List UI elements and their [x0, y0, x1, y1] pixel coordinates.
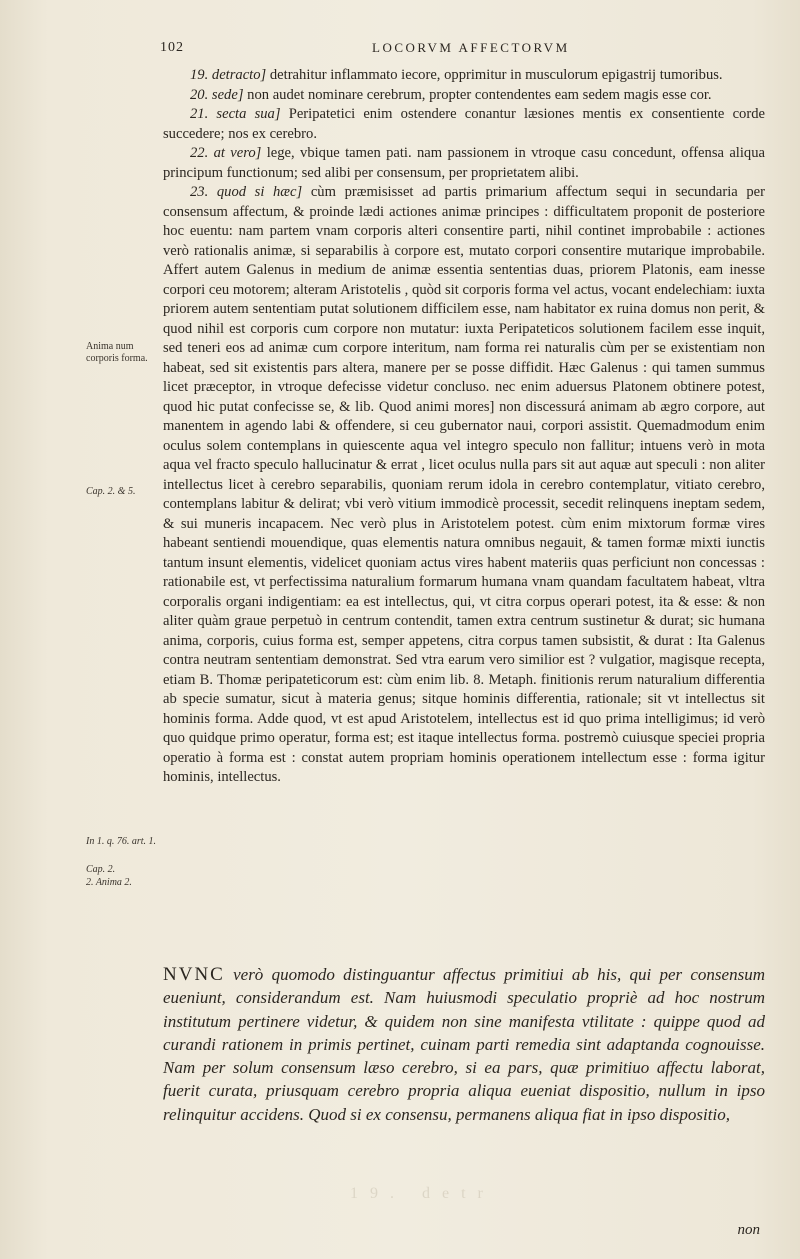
margin-note-cap-2: Cap. 2.: [86, 864, 116, 875]
note-body: lege, vbique tamen pati. nam passionem in vtroque casu concedunt, offensa aliqua principum functionum; sed alibi per consensum, per proprietatem alibi.: [163, 145, 765, 181]
note-body: cùm præmisisset ad partis primarium affectum sequi in secundaria per consensum affectum, & proinde lædi actiones animæ principes : difficultatem proponit de posteriore hoc euentu: nam partem vnam corporis alteri consentire parti, nihil continet improbabile : actiones verò rationalis animæ, si separabilis à corpore est, mutato corpori consentire mutarique improbabile. Affert autem Galenus in medium de animæ essentia sententias duas, priorem Platonis, eam inesse corpori ceu motorem; alteram Aristotelis , quòd sit corporis forma vel actus, vocant endelechiam: iuxta priorem autem sententiam putat solutionem difficilem esse, nam habitator ex ruina domus non perit, & quod nihil est corporis cum corpore non mutatur: iuxta Peripateticos solutionem facilem esse inquit, sed teneri eos ad animæ cum corpore interitum, nam forma rei naturalis cùm per se existentiam non habeat, sed sit existentis pars altera, manere per se posse diffidit. Hæc Galenus : qui tamen summus licet præceptor, in vtroque defecisse videtur concluso. nec enim aduersus Platonem obtinere potest, quod hic putat confecisse se, & lib. Quod animi mores] non discessurá animam ab ægro corpore, aut manentem in agendo labi & offendere, si ceu gubernator naui, corpori assistit. Quemadmodum enim oculus solem contemplans in quiescente aqua vel integro speculo non fallitur; intuens verò in mota aqua vel fracto speculo hallucinatur & errat , licet oculus nulla pars sit aut aquæ aut speculi : non aliter intellectus licet à cerebro separabilis, quoniam rerum idola in cerebro contemplatur, vitiato cerebro, contemplans labitur & delirat; vbi verò vitium immodicè processit, secedit relinquens ineptam sedem, & sui muneris incapacem. Nec verò plus in Aristotelem potest. cùm enim mixtorum formæ vires habeant sentiendi mouendique, quas elementis natura omnibus negauit, & tamen formæ mixti iunctis tantum insunt elementis, videlicet quoniam actus vires habent materiis quas perficiunt non concessas : rationabile est, vt perfectissima naturalium formarum humana vnam quandam facultatem habeat, vltra corporalis organi indigentiam: ea est intellectus, qui, vt citra corpus operari potest, ita & esse: & non aliter quàm graue perpetuò in centrum contendit, tamen extra centrum sustinetur & durat; sic humana anima, corporis, cuius forma est, semper appetens, citra corpus tamen subsistit, & durat : Ita Galenus contra neutram sententiam demonstrat. Sed vtra earum vero similior est ? vulgatior, magisque recepta, etiam B. Thomæ peripateticorum est: cùm enim lib. 8. Metaph. finitionis rerum naturalium differentia ab specie sumatur, sicut à materia genus; sitque hominis differentia, rationale; sit vt intellectus sit hominis forma. Adde quod, vt est apud Aristotelem, intellectus est id quo prima intelligimus; id verò quo quidque primo operatur, forma est; est itaque intellectus forma. postremò cuiusque speciei propria operatio à forma est : constat autem propriam hominis operationem intellectum esse : forma igitur hominis, intellectus.: [163, 184, 765, 785]
initial-word: NVNC: [163, 964, 225, 985]
bleed-through: 19. detr: [350, 1185, 495, 1202]
margin-note-anima: Anima num corporis forma.: [86, 341, 148, 364]
running-title: LOCORVM AFFECTORVM: [372, 40, 570, 55]
margin-note-thomas: In 1. q. 76. art. 1.: [86, 836, 156, 847]
note-lemma: 20. sede]: [190, 86, 244, 103]
galen-text-body: verò quomodo distinguantur affectus primitiui ab his, qui per consensum eueniunt, considerandum est. Nam huiusmodi speculatio propriè ad hoc nostrum institutum pertinere videtur, & quidem non sine manifesta vtilitate : quippe quod ad curandi rationem in primis pertinet, cuinam parti remedia sint adaptanda cognouisse. Nam per solum consensum læso cerebro, si ea pars, quæ primitiuo affectu laborat, fuerit curata, priusquam cerebro propria aliqua eueniat dispositio, nullum in ipso relinquitur accidens. Quod si ex consensu, permanens aliqua fiat in ipso dispositio,: [163, 965, 765, 1124]
note-21: [163, 105, 765, 144]
page-header: [160, 40, 760, 62]
note-22: [163, 144, 765, 183]
note-lemma: 22. at vero]: [190, 145, 262, 161]
note-lemma: 23. quod si hæc]: [190, 184, 303, 200]
note-body: detrahitur inflammato iecore, opprimitur in musculorum epigastrij tumoribus.: [266, 67, 723, 83]
note-lemma: 21. secta sua]: [190, 106, 281, 122]
galen-text: [163, 963, 765, 1126]
margin-note-anima-2: 2. Anima 2.: [86, 877, 132, 888]
note-23: [163, 183, 765, 788]
page-number: 102: [160, 40, 184, 55]
commentary-text: [163, 66, 765, 788]
note-20: [163, 86, 765, 106]
margin-note-cap-2-5: Cap. 2. & 5.: [86, 486, 136, 497]
catchword: non: [737, 1222, 760, 1238]
note-body: non audet nominare cerebrum, propter contendentes eam sedem magis esse cor.: [243, 86, 712, 103]
note-19: [163, 66, 765, 86]
note-lemma: 19. detracto]: [190, 67, 267, 83]
note-body: Peripatetici enim ostendere conantur læsiones mentis ex consentiente corde succedere; nos ex cerebro.: [163, 106, 765, 142]
